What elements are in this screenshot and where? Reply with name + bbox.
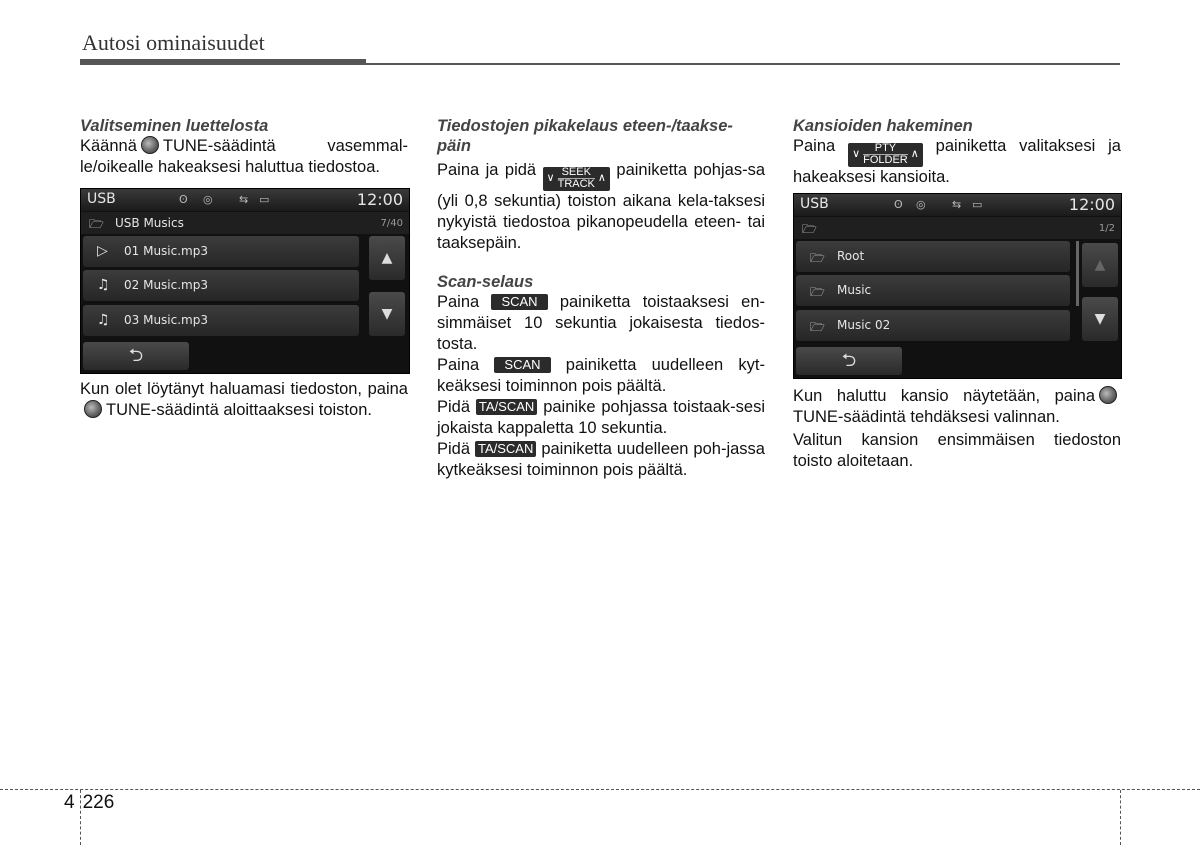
list-item[interactable]: [796, 310, 1070, 341]
paragraph-seek: [437, 160, 765, 254]
column-1: [80, 116, 408, 178]
scroll-down-button[interactable]: [369, 292, 405, 336]
list-item-label: Root: [837, 249, 865, 263]
text: painiketta uudelleen poh-jassa kytkeäksesi toiminnon pois päältä.: [437, 439, 765, 479]
chevron-down-icon: ∨: [546, 172, 555, 184]
folder-icon: 🗁: [802, 222, 817, 236]
paragraph-tascan-on: [437, 397, 765, 439]
text: Kun haluttu kansio näytetään, paina: [793, 387, 1095, 405]
usb-list-screen: [80, 188, 410, 374]
disc-icon: ◎: [203, 193, 213, 206]
list-item[interactable]: [796, 275, 1070, 306]
text: Paina: [793, 137, 836, 155]
list-item-label: Music 02: [837, 318, 891, 332]
folder-icon: 🗁: [810, 320, 825, 334]
paragraph-turn-tune: [80, 136, 408, 178]
battery-icon: ▭: [972, 198, 983, 211]
footer-rule: [0, 789, 1200, 790]
header-rule-thin: [366, 63, 1120, 65]
page-title: Autosi ominaisuudet: [82, 30, 265, 55]
back-button[interactable]: [83, 342, 189, 370]
seek-label: SEEK: [561, 166, 591, 178]
subtitle-folder-search: Kansioiden hakeminen: [793, 117, 973, 135]
play-icon: ▷: [97, 243, 108, 259]
text: TUNE-säädintä tehdäksesi valinnan.: [793, 408, 1060, 426]
folder-path-bar: [794, 217, 1121, 239]
scrollbar[interactable]: [1076, 241, 1079, 306]
folder-name: USB Musics: [115, 216, 184, 230]
scan-button: SCAN: [494, 357, 550, 373]
paragraph-scan-on: [437, 292, 765, 355]
list-item[interactable]: [83, 305, 359, 336]
subtitle-select-from-list: Valitseminen luettelosta: [80, 117, 269, 135]
file-count: 7/40: [380, 218, 403, 229]
text: Kun olet löytänyt haluamasi tiedoston, paina: [80, 380, 408, 398]
folder-icon: 🗁: [810, 285, 825, 299]
scan-button: SCAN: [491, 294, 547, 310]
back-button[interactable]: [796, 347, 902, 375]
page-number-value: 226: [82, 792, 115, 813]
arrow-up-icon: ▲: [1094, 257, 1106, 273]
usb-icon: ⇆: [952, 198, 962, 211]
column-3: [793, 116, 1121, 188]
seek-track-button: [543, 167, 610, 191]
list-item[interactable]: [796, 241, 1070, 272]
folder-path-bar: [81, 212, 409, 234]
subtitle-fast-forward: Tiedostojen pikakelaus eteen-/taakse-päin: [437, 117, 733, 155]
chevron-down-icon: ∨: [852, 148, 861, 160]
music-note-icon: ♫: [97, 312, 110, 328]
folder-icon: 🗁: [89, 217, 104, 231]
list-item-label: 02 Music.mp3: [124, 278, 208, 292]
list-item-label: 01 Music.mp3: [124, 244, 208, 258]
arrow-down-icon: ▼: [1094, 311, 1106, 327]
text: painiketta toistaaksesi en-simmäiset 10 sekuntia jokaisesta tiedos-tosta.: [437, 292, 765, 353]
tune-knob-icon: [141, 136, 159, 154]
source-label: USB: [800, 196, 829, 212]
text: Paina ja pidä: [437, 161, 537, 179]
status-bar: [794, 194, 1121, 216]
tune-knob-icon: [1099, 386, 1117, 404]
text: TUNE-säädintä aloittaaksesi toiston.: [106, 401, 372, 419]
arrow-up-icon: ▲: [381, 250, 393, 266]
paragraph-tascan-off: [437, 439, 765, 481]
source-label: USB: [87, 191, 116, 207]
paragraph-start-playback: [80, 379, 408, 421]
header-rule-thick: [80, 59, 366, 65]
list-item[interactable]: [83, 236, 359, 267]
text: TUNE-säädintä vasemmal-le/oikealle hakeaksesi haluttua tiedostoa.: [80, 137, 408, 176]
text: Paina: [437, 292, 480, 311]
scroll-down-button[interactable]: [1082, 297, 1118, 341]
text: Pidä: [437, 439, 471, 458]
clock: 12:00: [1068, 195, 1115, 214]
scroll-up-button[interactable]: [369, 236, 405, 280]
battery-icon: ▭: [259, 193, 270, 206]
bluetooth-icon: ʘ: [179, 193, 188, 206]
status-bar: [81, 189, 409, 211]
paragraph-folder-search: [793, 136, 1121, 188]
text: painiketta uudelleen kyt-keäksesi toiminnon pois päältä.: [437, 355, 765, 395]
paragraph-scan-off: [437, 355, 765, 397]
bluetooth-icon: ʘ: [894, 198, 903, 211]
column-3-lower: [793, 386, 1121, 472]
pty-folder-button: [848, 143, 923, 167]
music-note-icon: ♫: [97, 277, 110, 293]
chapter-number: 4: [64, 792, 75, 813]
usb-icon: ⇆: [239, 193, 249, 206]
track-label: TRACK: [557, 178, 595, 190]
text: Paina: [437, 355, 480, 374]
list-item-label: 03 Music.mp3: [124, 313, 208, 327]
chevron-up-icon: ∧: [910, 148, 919, 160]
chevron-up-icon: ∧: [597, 172, 606, 184]
page-number: [64, 792, 114, 814]
text: painiketta pohjas-sa (yli 0,8 sekuntia) toiston aikana kela-taksesi nykyistä tiedostoa pikanopeudella eteen- tai taaksepäin.: [437, 161, 765, 252]
usb-folder-screen: [793, 193, 1122, 379]
folder-icon: 🗁: [810, 251, 825, 265]
scroll-up-button[interactable]: [1082, 243, 1118, 287]
text: painike pohjassa toistaak-sesi jokaista kappaletta 10 sekuntia.: [437, 397, 765, 437]
paragraph-playback-start: Valitun kansion ensimmäisen tiedoston toisto aloitetaan.: [793, 431, 1121, 470]
tune-knob-icon: [84, 400, 102, 418]
text: painiketta valitaksesi ja hakeaksesi kansioita.: [793, 137, 1121, 186]
clock: 12:00: [356, 190, 403, 209]
tascan-button: TA/SCAN: [475, 441, 536, 457]
subtitle-scan: Scan-selaus: [437, 272, 534, 291]
list-item[interactable]: [83, 270, 359, 301]
arrow-down-icon: ▼: [381, 306, 393, 322]
paragraph-confirm-folder: [793, 386, 1121, 428]
file-count: 1/2: [1098, 223, 1115, 234]
column-1-lower: [80, 379, 408, 421]
pty-label: PTY: [874, 142, 897, 154]
back-arrow-icon: ⮌: [841, 350, 857, 371]
text: Pidä: [437, 397, 471, 416]
tascan-button: TA/SCAN: [476, 399, 537, 415]
back-arrow-icon: ⮌: [128, 345, 144, 366]
disc-icon: ◎: [916, 198, 926, 211]
list-item-label: Music: [837, 283, 872, 297]
text: Käännä: [80, 137, 137, 155]
folder-label: FOLDER: [863, 154, 908, 166]
column-2: [437, 116, 765, 481]
footer-divider-right: [1120, 790, 1121, 845]
